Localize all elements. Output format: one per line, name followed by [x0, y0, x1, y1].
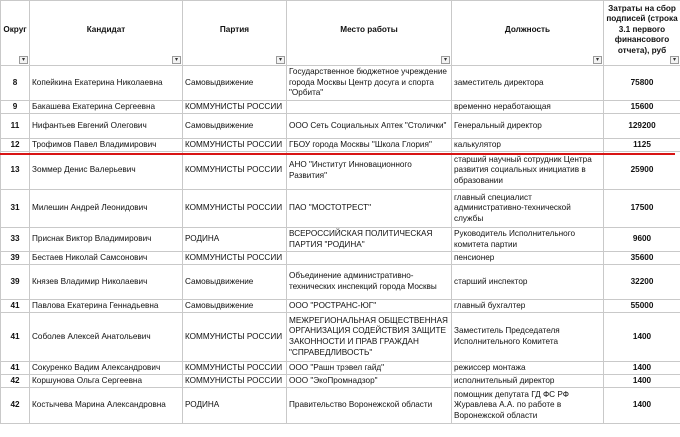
cell-costs[interactable]: 9600 [604, 228, 680, 252]
cell-costs[interactable]: 1400 [604, 388, 680, 424]
dropdown-arrow-icon: ▾ [443, 57, 447, 63]
table-row [1, 152, 680, 190]
cell-position[interactable]: временно неработающая [452, 101, 604, 114]
cell-position[interactable]: старший научный сотрудник Центра развития социальных инициатив в образовании [452, 152, 604, 190]
cell-party[interactable]: КОММУНИСТЫ РОССИИ [183, 139, 287, 152]
cell-position[interactable]: заместитель директора [452, 66, 604, 101]
table-row [1, 114, 680, 139]
cell-position[interactable]: пенсионер [452, 252, 604, 265]
cell-party[interactable]: Самовыдвижение [183, 300, 287, 313]
cell-position[interactable]: режиссер монтажа [452, 362, 604, 375]
cell-costs[interactable]: 1400 [604, 362, 680, 375]
cell-okrug[interactable]: 39 [1, 265, 30, 300]
cell-workplace[interactable] [287, 252, 452, 265]
cell-candidate[interactable]: Сокуренко Вадим Александрович [30, 362, 183, 375]
cell-okrug[interactable]: 8 [1, 66, 30, 101]
table-row [1, 66, 680, 101]
table-row [1, 265, 680, 300]
filter-dropdown-okrug[interactable] [19, 56, 28, 64]
cell-okrug[interactable]: 12 [1, 139, 30, 152]
dropdown-arrow-icon: ▾ [174, 57, 178, 63]
table-row [1, 101, 680, 114]
cell-candidate[interactable]: Нифантьев Евгений Олегович [30, 114, 183, 139]
col-header-costs: Затраты на сбор подписей (строка 3.1 первого финансового отчета), руб ▾ [604, 1, 680, 66]
cell-position[interactable]: старший инспектор [452, 265, 604, 300]
cell-candidate[interactable]: Бакашева Екатерина Сергеевна [30, 101, 183, 114]
cell-workplace[interactable]: ВСЕРОССИЙСКАЯ ПОЛИТИЧЕСКАЯ ПАРТИЯ "РОДИНА" [287, 228, 452, 252]
table-row [1, 190, 680, 228]
cell-candidate[interactable]: Соболев Алексей Анатольевич [30, 313, 183, 362]
cell-okrug[interactable]: 33 [1, 228, 30, 252]
col-header-position: Должность ▾ [452, 1, 604, 66]
cell-party[interactable]: РОДИНА [183, 388, 287, 424]
cell-workplace[interactable] [287, 101, 452, 114]
cell-party[interactable]: КОММУНИСТЫ РОССИИ [183, 362, 287, 375]
cell-candidate[interactable]: Зоммер Денис Валерьевич [30, 152, 183, 190]
filter-dropdown-candidate[interactable] [172, 56, 181, 64]
cell-workplace[interactable]: ООО "Рашн трэвел гайд" [287, 362, 452, 375]
cell-candidate[interactable]: Костычева Марина Александровна [30, 388, 183, 424]
filter-dropdown-workplace[interactable] [441, 56, 450, 64]
cell-workplace[interactable]: АНО "Институт Инновационного Развития" [287, 152, 452, 190]
cell-party[interactable]: КОММУНИСТЫ РОССИИ [183, 190, 287, 228]
cell-okrug[interactable]: 41 [1, 313, 30, 362]
dropdown-arrow-icon: ▾ [595, 57, 599, 63]
cell-costs[interactable]: 55000 [604, 300, 680, 313]
cell-costs[interactable]: 32200 [604, 265, 680, 300]
cell-candidate[interactable]: Милешин Андрей Леонидович [30, 190, 183, 228]
cell-costs[interactable]: 129200 [604, 114, 680, 139]
cell-position[interactable]: главный специалист административно-технической службы [452, 190, 604, 228]
cell-costs[interactable]: 1400 [604, 313, 680, 362]
table-row [1, 139, 680, 152]
cell-position[interactable]: калькулятор [452, 139, 604, 152]
table-row [1, 252, 680, 265]
cell-okrug[interactable]: 41 [1, 300, 30, 313]
cell-party[interactable]: РОДИНА [183, 228, 287, 252]
cell-workplace[interactable]: ООО Сеть Социальных Аптек "Столички" [287, 114, 452, 139]
cell-costs[interactable]: 25900 [604, 152, 680, 190]
cell-workplace[interactable]: ПАО "МОСТОТРЕСТ" [287, 190, 452, 228]
cell-okrug[interactable]: 11 [1, 114, 30, 139]
dropdown-arrow-icon: ▾ [278, 57, 282, 63]
cell-costs[interactable]: 15600 [604, 101, 680, 114]
cell-costs[interactable]: 1125 [604, 139, 680, 152]
cell-candidate[interactable]: Приснак Виктор Владимирович [30, 228, 183, 252]
cell-candidate[interactable]: Коршунова Ольга Сергеевна [30, 375, 183, 388]
cell-party[interactable]: Самовыдвижение [183, 66, 287, 101]
cell-party[interactable]: КОММУНИСТЫ РОССИИ [183, 101, 287, 114]
cell-position[interactable]: Генеральный директор [452, 114, 604, 139]
cell-position[interactable]: Руководитель Исполнительного комитета партии [452, 228, 604, 252]
cell-party[interactable]: Самовыдвижение [183, 114, 287, 139]
cell-candidate[interactable]: Павлова Екатерина Геннадьевна [30, 300, 183, 313]
cell-okrug[interactable]: 39 [1, 252, 30, 265]
cell-position[interactable]: помощник депутата ГД ФС РФ Журавлева А.А. по работе в Воронежской области [452, 388, 604, 424]
cell-candidate[interactable]: Трофимов Павел Владимирович [30, 139, 183, 152]
cell-okrug[interactable]: 9 [1, 101, 30, 114]
cell-workplace[interactable]: МЕЖРЕГИОНАЛЬНАЯ ОБЩЕСТВЕННАЯ ОРГАНИЗАЦИЯ СОДЕЙСТВИЯ ЗАЩИТЕ ЗАКОННОСТИ И ПРАВ ГРАЖДАН "СПРАВЕДЛИВОСТЬ" [287, 313, 452, 362]
cell-candidate[interactable]: Князев Владимир Николаевич [30, 265, 183, 300]
col-header-candidate: Кандидат ▾ [30, 1, 183, 66]
cell-okrug[interactable]: 42 [1, 388, 30, 424]
col-header-party: Партия ▾ [183, 1, 287, 66]
cell-party[interactable]: КОММУНИСТЫ РОССИИ [183, 252, 287, 265]
table-row [1, 313, 680, 362]
cell-workplace[interactable]: Государственное бюджетное учреждение города Москвы Центр досуга и спорта "Орбита" [287, 66, 452, 101]
table-row [1, 300, 680, 313]
cell-workplace[interactable]: Объединение административно-технических инспекций города Москвы [287, 265, 452, 300]
table-row [1, 375, 680, 388]
col-header-okrug: Округ ▾ [1, 1, 30, 66]
cell-costs[interactable]: 35600 [604, 252, 680, 265]
cell-okrug[interactable]: 13 [1, 152, 30, 190]
cell-candidate[interactable]: Копейкина Екатерина Николаевна [30, 66, 183, 101]
cell-party[interactable]: КОММУНИСТЫ РОССИИ [183, 375, 287, 388]
highlight-underline [0, 153, 675, 155]
cell-okrug[interactable]: 41 [1, 362, 30, 375]
cell-party[interactable]: Самовыдвижение [183, 265, 287, 300]
cell-position[interactable]: исполнительный директор [452, 375, 604, 388]
cell-workplace[interactable]: ГБОУ города Москвы "Школа Глория" [287, 139, 452, 152]
table-row [1, 228, 680, 252]
cell-position[interactable]: главный бухгалтер [452, 300, 604, 313]
cell-party[interactable]: КОММУНИСТЫ РОССИИ [183, 152, 287, 190]
cell-workplace[interactable]: Правительство Воронежской области [287, 388, 452, 424]
cell-workplace[interactable]: ООО "ЭкоПромнадзор" [287, 375, 452, 388]
header-row [1, 1, 680, 66]
cell-workplace[interactable]: ООО "РОСТРАНС-ЮГ" [287, 300, 452, 313]
cell-party[interactable]: КОММУНИСТЫ РОССИИ [183, 313, 287, 362]
cell-costs[interactable]: 75800 [604, 66, 680, 101]
dropdown-arrow-icon: ▾ [672, 57, 676, 63]
cell-costs[interactable]: 17500 [604, 190, 680, 228]
dropdown-arrow-icon: ▾ [21, 57, 25, 63]
table-row [1, 362, 680, 375]
cell-costs[interactable]: 1400 [604, 375, 680, 388]
cell-candidate[interactable]: Бестаев Николай Самсонович [30, 252, 183, 265]
filter-dropdown-position[interactable] [593, 56, 602, 64]
cell-okrug[interactable]: 31 [1, 190, 30, 228]
cell-okrug[interactable]: 42 [1, 375, 30, 388]
col-header-workplace: Место работы ▾ [287, 1, 452, 66]
filter-dropdown-party[interactable] [276, 56, 285, 64]
cell-position[interactable]: Заместитель Председателя Исполнительного Комитета [452, 313, 604, 362]
table-row [1, 388, 680, 424]
filter-dropdown-costs[interactable] [670, 56, 679, 64]
